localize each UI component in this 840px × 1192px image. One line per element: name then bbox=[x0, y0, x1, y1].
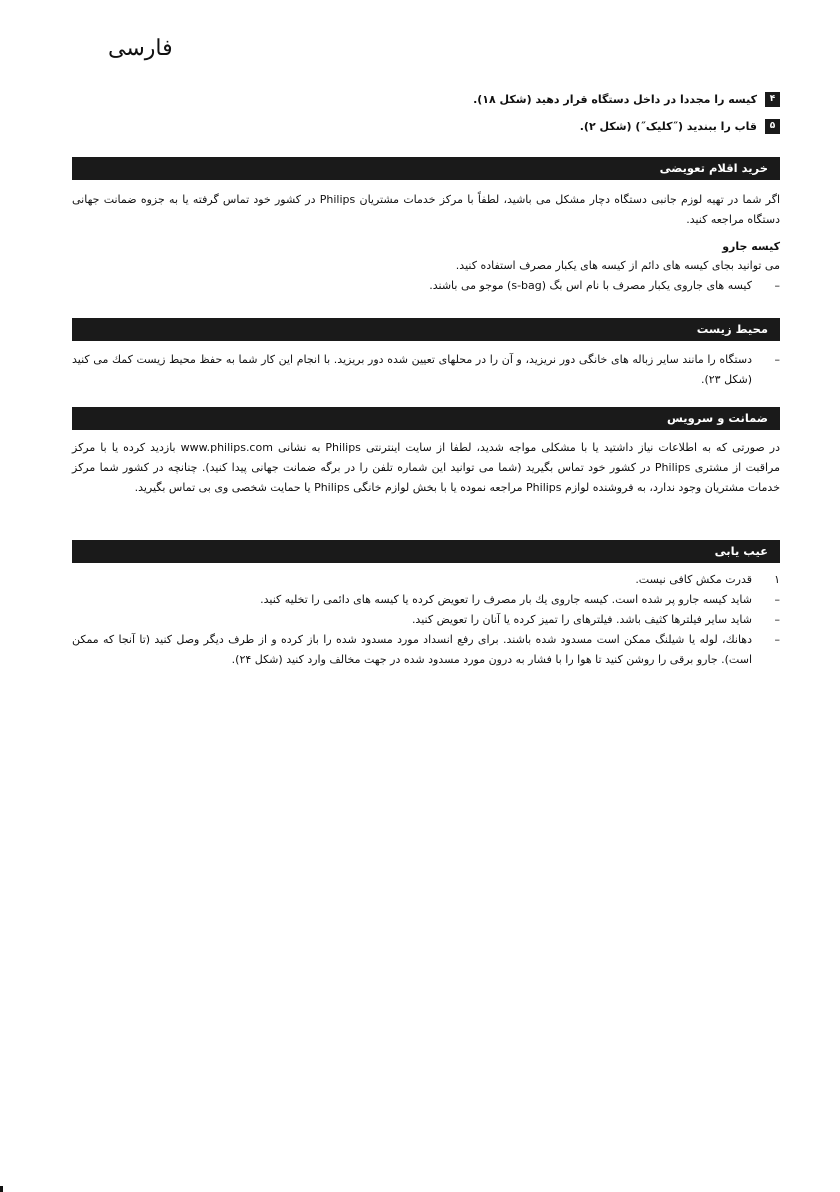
step-5 bbox=[580, 119, 780, 134]
list-item-text: شاید کیسه جارو پر شده است. کیسه جاروی یك بار مصرف را تعویض کرده یا کیسه های دائمی را تخلیه کنید. bbox=[260, 593, 752, 606]
item-number: ۱ bbox=[774, 573, 780, 586]
list-item-text: دستگاه را مانند سایر زباله های خانگی دور نریزید، و آن را در محلهای تعیین شده دور بریزید. با انجام این کار شما به حفظ محیط زیست کمك می کنید (شکل ۲۳). bbox=[72, 353, 752, 386]
dash-bullet: – bbox=[774, 279, 780, 292]
section-heading-troubleshooting: عیب یابی bbox=[72, 540, 780, 563]
list-item-text: دهانك، لوله یا شیلنگ ممکن است مسدود شده باشند. برای رفع انسداد مورد مسدود شده را باز کرده و از طرف دیگر وصل کنید (تا آنجا که ممکن است). جارو برقی را روشن کنید تا هوا را با فشار به درون مورد مسدود شده در جهت مخالف وارد کنید (شکل ۲۴). bbox=[72, 633, 752, 666]
step-number-badge: ۵ bbox=[765, 119, 780, 134]
language-title: فارسی bbox=[108, 36, 173, 61]
list-item bbox=[72, 610, 780, 630]
dash-bullet: – bbox=[774, 613, 780, 626]
page-corner-mark bbox=[0, 1186, 3, 1192]
step-text: کیسه را مجددا در داخل دستگاه قرار دهید (شکل ۱۸). bbox=[473, 93, 757, 106]
section-heading-guarantee: ضمانت و سرویس bbox=[72, 407, 780, 430]
list-item bbox=[72, 590, 780, 610]
list-item bbox=[72, 276, 780, 296]
accessories-paragraph: اگر شما در تهیه لوزم جانبی دستگاه دچار مشکل می باشید، لطفاً با مرکز خدمات مشتریان Philips در کشور خود تماس گرفته یا به جزوه ضمانت جهانی دستگاه مراجعه کنید. bbox=[72, 193, 781, 226]
list-item bbox=[72, 570, 780, 590]
step-number-badge: ۴ bbox=[765, 92, 780, 107]
list-item-text: شاید سایر فیلترها کثیف باشد. فیلترهای را تمیز کرده یا آنان را تعویض کنید. bbox=[411, 613, 752, 626]
dash-bullet: – bbox=[774, 593, 780, 606]
step-text: قاب را ببندید (˝کلیک˝) (شکل ۲). bbox=[579, 120, 757, 133]
vacuum-bag-subheading: کیسه جارو bbox=[722, 240, 780, 253]
section-heading-environment: محیط زیست bbox=[72, 318, 780, 341]
vacuum-bag-paragraph: می توانید بجای کیسه های دائم از کیسه های یکبار مصرف استفاده کنید. bbox=[455, 259, 780, 272]
dash-bullet: – bbox=[774, 353, 780, 366]
list-item-text: کیسه های جاروی یکبار مصرف با نام اس بگ (s-bag) موجو می باشند. bbox=[429, 279, 752, 292]
dash-bullet: – bbox=[774, 633, 780, 646]
list-item bbox=[72, 630, 780, 670]
list-item bbox=[72, 350, 780, 390]
guarantee-paragraph: در صورتی که به اطلاعات نیاز داشتید یا با مشکلی مواجه شدید، لطفا از سایت اینترنتی Philips به نشانی www.philips.com بازدید کرده یا با مرکز مراقبت از مشتری Philips در کشور خود تماس بگیرید (شما می توانید این شماره تلفن را در برگه ضمانت جهانی پیدا کنید). چنانچه در کشور شما مرکز خدمات مشتریان وجود ندارد، به فروشنده لوازم Philips مراجعه نموده یا با بخش لوازم خانگی Philips یا حمایت شخصی وی بی تماس بگیرید. bbox=[72, 441, 780, 494]
step-4 bbox=[473, 92, 780, 107]
list-item-text: قدرت مکش کافی نیست. bbox=[635, 573, 752, 586]
section-heading-accessories: خرید اقلام تعویضی bbox=[72, 157, 780, 180]
